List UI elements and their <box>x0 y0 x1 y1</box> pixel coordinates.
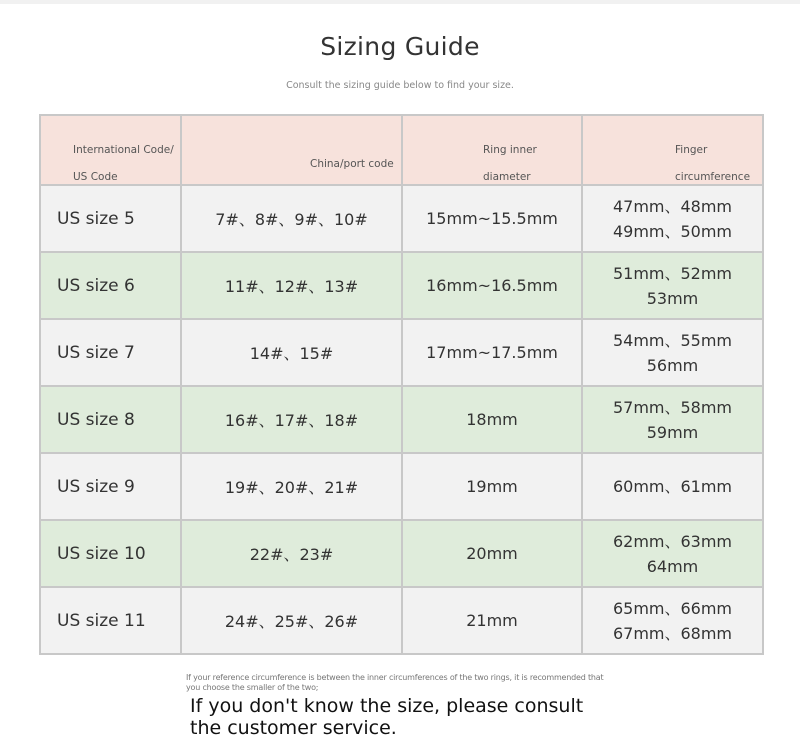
circumference-line: 67mm、68mm <box>612 623 733 643</box>
us-size-cell: US size 6 <box>40 252 181 319</box>
us-size-cell: US size 7 <box>40 319 181 386</box>
header-line: diameter <box>483 171 531 183</box>
header-line: China/port code <box>310 157 394 170</box>
circumference-cell <box>582 453 763 520</box>
us-size-cell: US size 8 <box>40 386 181 453</box>
page-subtitle: Consult the sizing guide below to find your size. <box>286 80 514 91</box>
table-row <box>40 386 763 453</box>
reference-note: If your reference circumference is between the inner circumferences of the two rings, it is recommended that you choose the smaller of the two; <box>186 673 604 692</box>
circumference-cell <box>582 587 763 654</box>
china-code-cell: 11#、12#、13# <box>181 252 402 319</box>
page-title: Sizing Guide <box>320 32 480 61</box>
circumference-line: 62mm、63mm <box>612 531 733 551</box>
header-line: International Code/ <box>73 144 174 156</box>
circumference-line: 59mm <box>646 422 699 442</box>
circumference-line: 51mm、52mm <box>612 263 733 283</box>
inner-diameter-cell: 16mm~16.5mm <box>402 252 582 319</box>
circumference-line: 49mm、50mm <box>612 221 733 241</box>
table-row <box>40 185 763 252</box>
us-size-cell: US size 10 <box>40 520 181 587</box>
circumference-line: 64mm <box>646 556 699 576</box>
inner-diameter-cell: 17mm~17.5mm <box>402 319 582 386</box>
header-line: circumference <box>675 171 751 183</box>
inner-diameter-cell: 18mm <box>402 386 582 453</box>
header-finger-circumference <box>582 115 763 185</box>
top-divider <box>0 0 800 4</box>
inner-diameter-cell: 15mm~15.5mm <box>402 185 582 252</box>
circumference-cell <box>582 252 763 319</box>
circumference-line: 53mm <box>646 288 699 308</box>
us-size-cell: US size 9 <box>40 453 181 520</box>
circumference-line: 56mm <box>646 355 699 375</box>
circumference-cell <box>582 185 763 252</box>
table-row <box>40 319 763 386</box>
header-international-code <box>40 115 181 185</box>
circumference-cell <box>582 520 763 587</box>
customer-service-note: If you don't know the size, please consult the customer service. <box>190 695 584 739</box>
circumference-cell <box>582 386 763 453</box>
table-row <box>40 520 763 587</box>
us-size-cell: US size 5 <box>40 185 181 252</box>
header-line: Ring inner <box>483 144 537 156</box>
header-line: Finger <box>675 144 708 156</box>
circumference-cell <box>582 319 763 386</box>
china-code-cell: 19#、20#、21# <box>181 453 402 520</box>
circumference-line: 47mm、48mm <box>612 196 733 216</box>
table-header-row <box>40 115 763 185</box>
china-code-cell: 14#、15# <box>181 319 402 386</box>
china-code-cell: 16#、17#、18# <box>181 386 402 453</box>
header-inner-diameter <box>402 115 582 185</box>
us-size-cell: US size 11 <box>40 587 181 654</box>
sizing-table <box>39 114 764 655</box>
table-row <box>40 587 763 654</box>
circumference-line: 65mm、66mm <box>612 598 733 618</box>
inner-diameter-cell: 20mm <box>402 520 582 587</box>
header-china-code <box>181 115 402 185</box>
inner-diameter-cell: 19mm <box>402 453 582 520</box>
china-code-cell: 22#、23# <box>181 520 402 587</box>
china-code-cell: 7#、8#、9#、10# <box>181 185 402 252</box>
china-code-cell: 24#、25#、26# <box>181 587 402 654</box>
circumference-line: 57mm、58mm <box>612 397 733 417</box>
circumference-line: 60mm、61mm <box>612 477 733 496</box>
table-row <box>40 252 763 319</box>
inner-diameter-cell: 21mm <box>402 587 582 654</box>
table-row <box>40 453 763 520</box>
header-line: US Code <box>73 171 118 183</box>
circumference-line: 54mm、55mm <box>612 330 733 350</box>
